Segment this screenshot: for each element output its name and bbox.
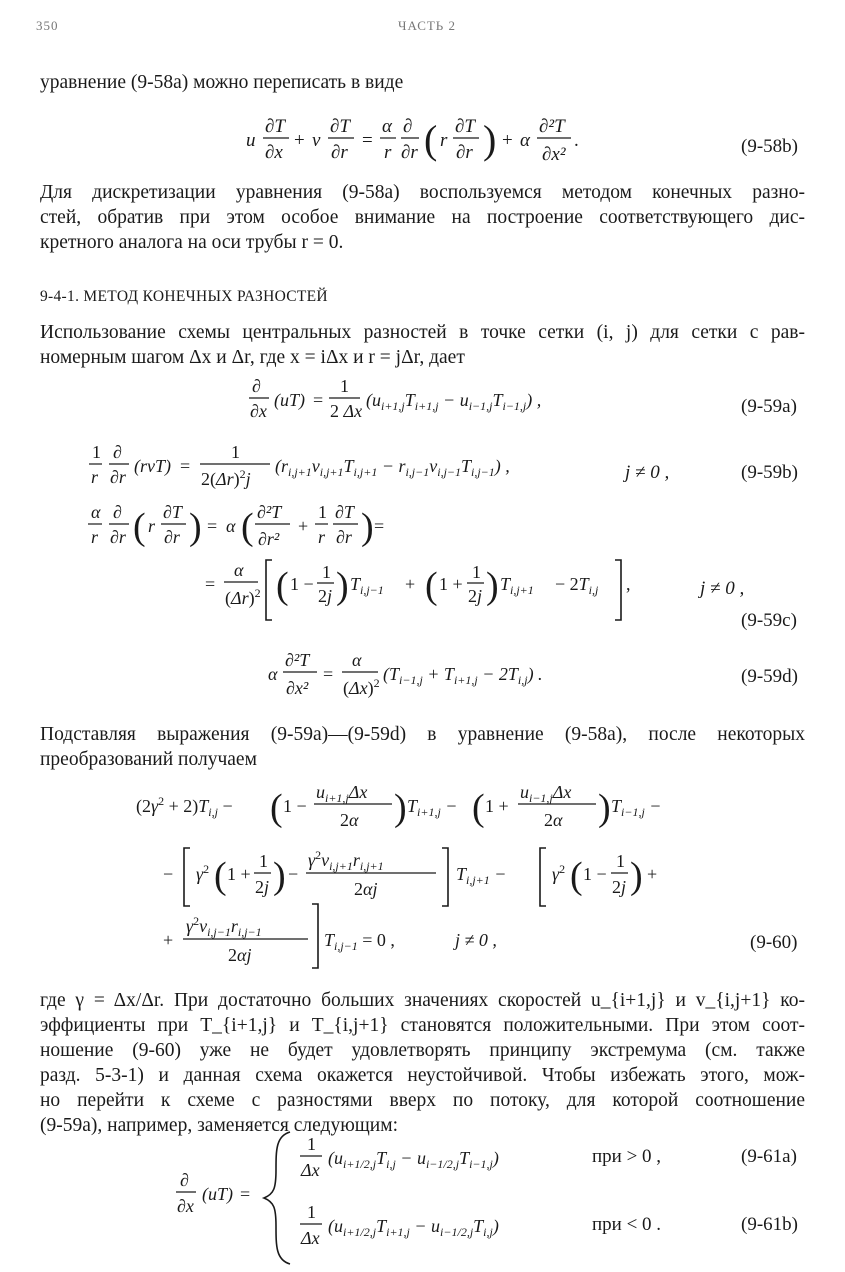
svg-text:∂x²: ∂x² bbox=[286, 678, 309, 698]
svg-text:γ2: $\gamma^2$ bbox=[552, 862, 566, 884]
svg-text:(: ( bbox=[270, 787, 283, 829]
svg-text:Ti+1,j −: $T_{i+1,j}$ − bbox=[407, 796, 458, 819]
svg-text:(: ( bbox=[424, 117, 438, 162]
svg-text:∂T: ∂T bbox=[335, 502, 354, 522]
equation-9-61 bbox=[0, 1130, 845, 1265]
svg-text:α: α bbox=[520, 130, 530, 151]
svg-text:(uT): (uT) bbox=[202, 1184, 233, 1204]
svg-text:): ) bbox=[361, 506, 374, 548]
equation-9-59d-graphic bbox=[0, 644, 845, 704]
equation-number: (9-60) bbox=[750, 932, 798, 953]
svg-text:γ2vi,j+1ri,j+1: $\gamma^2v_{i,j+1}r_{i,j+1}$ bbox=[308, 848, 384, 873]
text-line: ношение (9-60) уже не будет удовлетворять принципу экстремума (см. также bbox=[40, 1040, 805, 1061]
equation-9-59b-graphic bbox=[0, 436, 845, 498]
svg-text:2 Δx: 2 Δx bbox=[330, 401, 363, 421]
section-heading: 9-4-1. МЕТОД КОНЕЧНЫХ РАЗНОСТЕЙ bbox=[40, 288, 328, 305]
svg-text:1: 1 bbox=[322, 562, 331, 582]
svg-text:(ui+1/2,jTi+1,j − ui−1/2,jTi,j: $(u_{i+1/2,j}T_{i+1,j} - u_{i-1/2,j}T_{i,j})$ bbox=[328, 1216, 499, 1239]
svg-text:r: r bbox=[148, 516, 156, 536]
svg-text:2αj: 2αj bbox=[228, 945, 252, 965]
svg-text:2(Δr)2j: $2(\Delta r)^2j$ bbox=[201, 467, 251, 489]
page-number: 350 bbox=[36, 18, 59, 33]
svg-text:Ti,j−1 = 0 ,: $T_{i,j-1} = 0$ , bbox=[324, 930, 395, 953]
svg-text:(Δr)2: $(\Delta r)^2$ bbox=[225, 586, 261, 608]
condition-label: при > 0 , bbox=[592, 1146, 662, 1167]
svg-text:1: 1 bbox=[307, 1202, 316, 1222]
svg-text:(: ( bbox=[133, 506, 146, 548]
svg-text:(: ( bbox=[425, 565, 438, 607]
svg-text:− 2Ti,j: − $2T_{i,j}$ bbox=[555, 574, 599, 597]
condition-label: при < 0 . bbox=[592, 1214, 662, 1235]
svg-text:+: + bbox=[163, 930, 174, 950]
text-line: (9-59a), например, заменяется следующим: bbox=[40, 1115, 398, 1136]
svg-text:r: r bbox=[91, 527, 99, 547]
svg-text:=: = bbox=[207, 516, 218, 536]
equation-9-60-graphic bbox=[0, 776, 845, 986]
svg-text:Ti,j+1 −: $T_{i,j+1}$ − bbox=[456, 864, 507, 887]
svg-text:(: ( bbox=[276, 565, 289, 607]
svg-text:∂x: ∂x bbox=[250, 401, 267, 421]
text-line: номерным шагом Δx и Δr, где x = iΔx и r = jΔr, дает bbox=[40, 347, 465, 368]
svg-text:1: 1 bbox=[259, 851, 268, 871]
svg-text:j ≠ 0 ,: j ≠ 0 , bbox=[455, 930, 497, 950]
svg-text:∂T: ∂T bbox=[330, 116, 350, 137]
svg-text:u: u bbox=[246, 130, 256, 151]
svg-text:r: r bbox=[440, 130, 448, 151]
svg-text:∂²T: ∂²T bbox=[257, 502, 282, 522]
svg-text:∂: ∂ bbox=[252, 376, 261, 396]
svg-text:=: = bbox=[362, 130, 373, 151]
svg-text:∂r: ∂r bbox=[456, 142, 473, 163]
svg-text:=: = bbox=[323, 664, 334, 684]
svg-text:Δx: Δx bbox=[301, 1160, 320, 1180]
text-line: преобразований получаем bbox=[40, 749, 257, 770]
svg-text:v: v bbox=[312, 130, 321, 151]
svg-text:∂²T: ∂²T bbox=[539, 116, 565, 137]
text-line: уравнение (9-58a) можно переписать в виде bbox=[40, 72, 404, 93]
equation-number: (9-58b) bbox=[741, 136, 798, 157]
svg-text:2j: 2j bbox=[612, 877, 627, 897]
equation-number: (9-59b) bbox=[741, 462, 798, 483]
svg-text:1: 1 bbox=[92, 442, 101, 462]
svg-text:): ) bbox=[598, 787, 611, 829]
text-line: где γ = Δx/Δr. При достаточно больших значениях скоростей u_{i+1,j} и v_{i,j+1} ко- bbox=[40, 990, 805, 1011]
svg-text:γ2: $\gamma^2$ bbox=[196, 862, 210, 884]
svg-text:ui+1,jΔx: $u_{i+1,j}\Delta x$ bbox=[316, 782, 368, 805]
svg-text:∂T: ∂T bbox=[265, 116, 285, 137]
text-line: но перейти к схеме с разностями вверх по потоку, для которой соотношение bbox=[40, 1090, 805, 1111]
svg-text:α: α bbox=[226, 516, 236, 536]
svg-text:∂r: ∂r bbox=[401, 142, 418, 163]
svg-text:): ) bbox=[483, 117, 497, 162]
svg-text:1 +: 1 + bbox=[227, 864, 251, 884]
paragraph-central-differences bbox=[40, 320, 805, 370]
svg-text:+: + bbox=[294, 130, 305, 151]
text-line: кретного аналога на оси трубы r = 0. bbox=[40, 232, 344, 253]
svg-text:(uT): (uT) bbox=[274, 390, 305, 410]
svg-text:): ) bbox=[486, 565, 499, 607]
svg-text:∂: ∂ bbox=[180, 1170, 189, 1190]
svg-text:∂: ∂ bbox=[113, 442, 122, 462]
svg-text:α: α bbox=[382, 116, 392, 137]
paragraph-upwind-discussion bbox=[40, 988, 805, 1138]
svg-text:∂²T: ∂²T bbox=[285, 650, 310, 670]
svg-text:(rvT): (rvT) bbox=[134, 456, 171, 476]
paragraph-discretization bbox=[40, 180, 805, 255]
svg-text:(: ( bbox=[214, 855, 227, 897]
svg-text:+: + bbox=[647, 864, 658, 884]
svg-text:1: 1 bbox=[616, 851, 625, 871]
text-line: разд. 5-3-1) и данная схема окажется неустойчивой. Чтобы избежать этого, мож- bbox=[40, 1065, 805, 1086]
svg-text:Ti−1,j −: $T_{i-1,j}$ − bbox=[611, 796, 662, 819]
svg-text:∂r: ∂r bbox=[110, 467, 126, 487]
svg-text:α: α bbox=[352, 650, 362, 670]
equation-9-59c-graphic bbox=[0, 498, 845, 638]
svg-text:1 +: 1 + bbox=[439, 574, 463, 594]
equation-number: (9-59a) bbox=[741, 396, 797, 417]
svg-text:∂x: ∂x bbox=[265, 142, 283, 163]
svg-text:(ui+1,jTi+1,j − ui−1,jTi−1,j): $(u_{i+1,j}T_{i+1,j} - u_{i-1,j}T_{i-1,j})$ , bbox=[366, 390, 542, 413]
equation-9-59d bbox=[0, 644, 845, 704]
svg-text:r: r bbox=[91, 467, 99, 487]
equation-9-60 bbox=[0, 776, 845, 986]
svg-text:(ui+1/2,jTi,j − ui−1/2,jTi−1,j: $(u_{i+1/2,j}T_{i,j} - u_{i-1/2,j}T_{i-1,j})$ bbox=[328, 1148, 499, 1171]
svg-text:): ) bbox=[336, 565, 349, 607]
svg-text:1: 1 bbox=[340, 376, 349, 396]
svg-text:=: = bbox=[313, 390, 324, 410]
equation-9-59c bbox=[0, 498, 845, 638]
svg-text:(: ( bbox=[472, 787, 485, 829]
svg-text:∂r: ∂r bbox=[164, 527, 180, 547]
svg-text:+: + bbox=[502, 130, 513, 151]
svg-text:(ri,j+1vi,j+1Ti,j+1 − ri,j−1vi: $(r_{i,j+1}v_{i,j+1}T_{i,j+1} - r_{i,j-1}v_{i,j-1}T_{i,j-1})$ , bbox=[275, 456, 510, 479]
svg-text:): ) bbox=[273, 855, 286, 897]
svg-text:1: 1 bbox=[307, 1134, 316, 1154]
svg-text:α: α bbox=[91, 502, 101, 522]
svg-text:∂r: ∂r bbox=[110, 527, 126, 547]
svg-text:∂r: ∂r bbox=[331, 142, 348, 163]
svg-text:+: + bbox=[298, 516, 309, 536]
text-line: стей, обратив при этом особое внимание на построение соответствующего дис- bbox=[40, 207, 805, 228]
svg-text:(: ( bbox=[570, 855, 583, 897]
svg-text:): ) bbox=[630, 855, 643, 897]
svg-text:,: , bbox=[626, 574, 631, 594]
equation-9-58b bbox=[0, 108, 845, 178]
svg-text:Ti,j+1: $T_{i,j+1}$ bbox=[500, 574, 534, 597]
svg-text:α: α bbox=[268, 664, 278, 684]
svg-text:=: = bbox=[374, 516, 385, 536]
text-line: Для дискретизации уравнения (9-58a) воспользуемся методом конечных разно- bbox=[40, 182, 805, 203]
svg-text:r: r bbox=[384, 142, 392, 163]
svg-text:r: r bbox=[318, 527, 326, 547]
svg-text:1 −: 1 − bbox=[290, 574, 314, 594]
svg-text:+: + bbox=[405, 574, 416, 594]
equation-number: (9-61a) bbox=[741, 1146, 797, 1167]
text-line: эффициенты при T_{i+1,j} и T_{i,j+1} становятся положительными. При этом соот- bbox=[40, 1015, 805, 1036]
condition-label: j ≠ 0 , bbox=[625, 462, 670, 483]
equation-number: (9-59d) bbox=[741, 666, 798, 687]
svg-text:1: 1 bbox=[318, 502, 327, 522]
svg-text:2α: 2α bbox=[340, 810, 359, 830]
svg-text:1 −: 1 − bbox=[283, 796, 307, 816]
equation-number: (9-59c) bbox=[741, 610, 797, 631]
svg-text:2j: 2j bbox=[255, 877, 270, 897]
svg-text:=: = bbox=[240, 1184, 251, 1204]
svg-text:(: ( bbox=[241, 506, 254, 548]
svg-text:∂x: ∂x bbox=[177, 1196, 194, 1216]
condition-label: j ≠ 0 , bbox=[700, 578, 745, 599]
paragraph-substitution bbox=[40, 722, 805, 772]
svg-text:α: α bbox=[234, 560, 244, 580]
svg-text:2j: 2j bbox=[468, 586, 483, 606]
svg-text:): ) bbox=[394, 787, 407, 829]
svg-text:1 +: 1 + bbox=[485, 796, 509, 816]
svg-text:γ2vi,j−1ri,j−1: $\gamma^2v_{i,j-1}r_{i,j-1}$ bbox=[186, 914, 262, 939]
svg-text:−: − bbox=[288, 864, 299, 884]
svg-text:Δx: Δx bbox=[301, 1228, 320, 1248]
svg-text:1: 1 bbox=[231, 442, 240, 462]
svg-text:−: − bbox=[163, 864, 174, 884]
equation-9-59b bbox=[0, 436, 845, 498]
equation-9-59a-graphic bbox=[0, 370, 845, 432]
svg-text:∂T: ∂T bbox=[163, 502, 182, 522]
svg-text:2α: 2α bbox=[544, 810, 563, 830]
equation-9-61-graphic bbox=[0, 1130, 845, 1265]
svg-text:∂: ∂ bbox=[113, 502, 122, 522]
svg-text:(Ti−1,j + Ti+1,j − 2Ti,j) .: $(T_{i-1,j} + T_{i+1,j} - 2T_{i,j})$ . bbox=[383, 664, 543, 687]
svg-text:∂: ∂ bbox=[403, 116, 413, 137]
svg-text:1: 1 bbox=[472, 562, 481, 582]
equation-9-58b-graphic bbox=[0, 108, 845, 178]
svg-text:∂x²: ∂x² bbox=[542, 144, 566, 165]
text-line: Использование схемы центральных разностей в точке сетки (i, j) для сетки с рав- bbox=[40, 322, 805, 343]
running-title: ЧАСТЬ 2 bbox=[398, 18, 457, 33]
equation-number: (9-61b) bbox=[741, 1214, 798, 1235]
svg-text:(2γ2 + 2)Ti,j −: $(2\gamma^2 + 2)T_{i,j}$ − bbox=[136, 794, 233, 819]
svg-text:=: = bbox=[180, 456, 191, 476]
svg-text:2αj: 2αj bbox=[354, 879, 378, 899]
svg-text:ui−1,jΔx: $u_{i-1,j}\Delta x$ bbox=[520, 782, 572, 805]
svg-text:∂r: ∂r bbox=[336, 527, 352, 547]
svg-text:∂T: ∂T bbox=[455, 116, 475, 137]
svg-text:Ti,j−1: $T_{i,j-1}$ bbox=[350, 574, 384, 597]
svg-text:=: = bbox=[205, 574, 216, 594]
svg-text:.: . bbox=[574, 130, 579, 151]
svg-text:): ) bbox=[189, 506, 202, 548]
equation-9-59a bbox=[0, 370, 845, 432]
svg-text:1 −: 1 − bbox=[583, 864, 607, 884]
svg-text:(Δx)2: $(\Delta x)^2$ bbox=[343, 676, 380, 698]
svg-text:2j: 2j bbox=[318, 586, 333, 606]
paragraph-intro bbox=[40, 70, 805, 95]
text-line: Подставляя выражения (9-59a)—(9-59d) в уравнение (9-58a), после некоторых bbox=[40, 724, 805, 745]
svg-text:∂r²: ∂r² bbox=[258, 529, 280, 549]
